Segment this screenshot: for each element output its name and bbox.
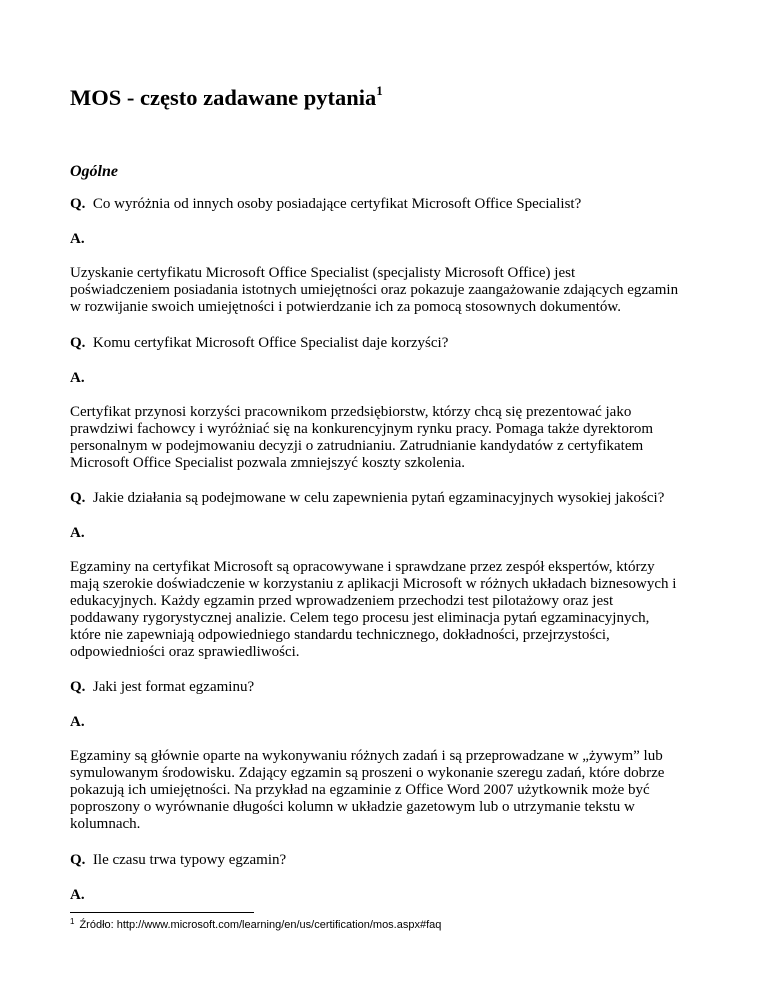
answer-4: Egzaminy są głównie oparte na wykonywaniu różnych zadań i są przeprowadzane w „żywym” lub symulowanym środowisku. Zdający egzamin są proszeni o wykonanie szeregu zadań, które dobrze pokazują ich umiejętności. Na przykład na egzaminie z Office Word 2007 użytkownik może być poproszony o wyrównanie długości kolumn w układzie gazetowym lub o utrzymanie tekstu w kolumnach.	[70, 748, 665, 832]
question-2: Q. Komu certyfikat Microsoft Office Specialist daje korzyści?	[70, 335, 449, 351]
question-5: Q. Ile czasu trwa typowy egzamin?	[70, 852, 287, 868]
answer-2: Certyfikat przynosi korzyści pracownikom przedsiębiorstw, którzy chcą się prezentować jako prawdziwi fachowcy i wyróżniać się na konkurencyjnym rynku pracy. Pomaga także dyrektorom personalnym w podejmowaniu decyzji o zatrudnianiu. Zatrudnianie kandydatów z certyfikatem Microsoft Office Specialist pozwala zmniejszyć koszty szkolenia.	[70, 404, 653, 471]
question-4: Q. Jaki jest format egzaminu?	[70, 679, 255, 695]
q-marker: Q.	[70, 196, 86, 212]
footnote	[70, 919, 441, 931]
page-title: MOS - często zadawane pytania$^1$	[70, 83, 383, 110]
a-marker-1: A.	[70, 231, 85, 247]
footnote-text[interactable]: Źródło: http://www.microsoft.com/learning/en/us/certification/mos.aspx#faq	[79, 919, 442, 931]
answer-1: Uzyskanie certyfikatu Microsoft Office Specialist (specjalisty Microsoft Office) jest poświadczeniem posiadania istotnych umiejętności oraz pokazuje zaangażowanie zdających egzamin w rozwijanie swoich umiejętności i potwierdzanie ich za pomocą stosownych dokumentów.	[70, 265, 679, 315]
q-marker: Q.	[70, 852, 86, 868]
q-marker: Q.	[70, 490, 86, 506]
answer-3: Egzaminy na certyfikat Microsoft są opracowywane i sprawdzane przez zespół ekspertów, którzy mają szerokie doświadczenie w korzystaniu z aplikacji Microsoft w różnych układach biznesowych i edukacyjnych. Każdy egzamin przed wprowadzeniem przechodzi test pilotażowy oraz jest poddawany rygorystycznej analizie. Celem tego procesu jest eliminacja pytań egzaminacyjnych, które nie zapewniają odpowiedniego standardu technicznego, dokładności, przejrzystości, odpowiedniości oraz sprawiedliwości.	[70, 559, 677, 660]
a-marker-4: A.	[70, 714, 85, 730]
footnote-separator	[70, 912, 254, 913]
footnote-reference[interactable]: 1	[376, 83, 383, 98]
a-marker-2: A.	[70, 370, 85, 386]
q-marker: Q.	[70, 679, 86, 695]
q-marker: Q.	[70, 335, 86, 351]
footnote-mark: 1	[70, 917, 75, 926]
question-3: Q. Jakie działania są podejmowane w celu zapewnienia pytań egzaminacyjnych wysokiej jakości?	[70, 490, 665, 506]
a-marker-5: A.	[70, 887, 85, 903]
question-1: Q. Co wyróżnia od innych osoby posiadające certyfikat Microsoft Office Specialist?	[70, 196, 582, 212]
a-marker-3: A.	[70, 525, 85, 541]
section-heading: Ogólne	[70, 163, 118, 180]
